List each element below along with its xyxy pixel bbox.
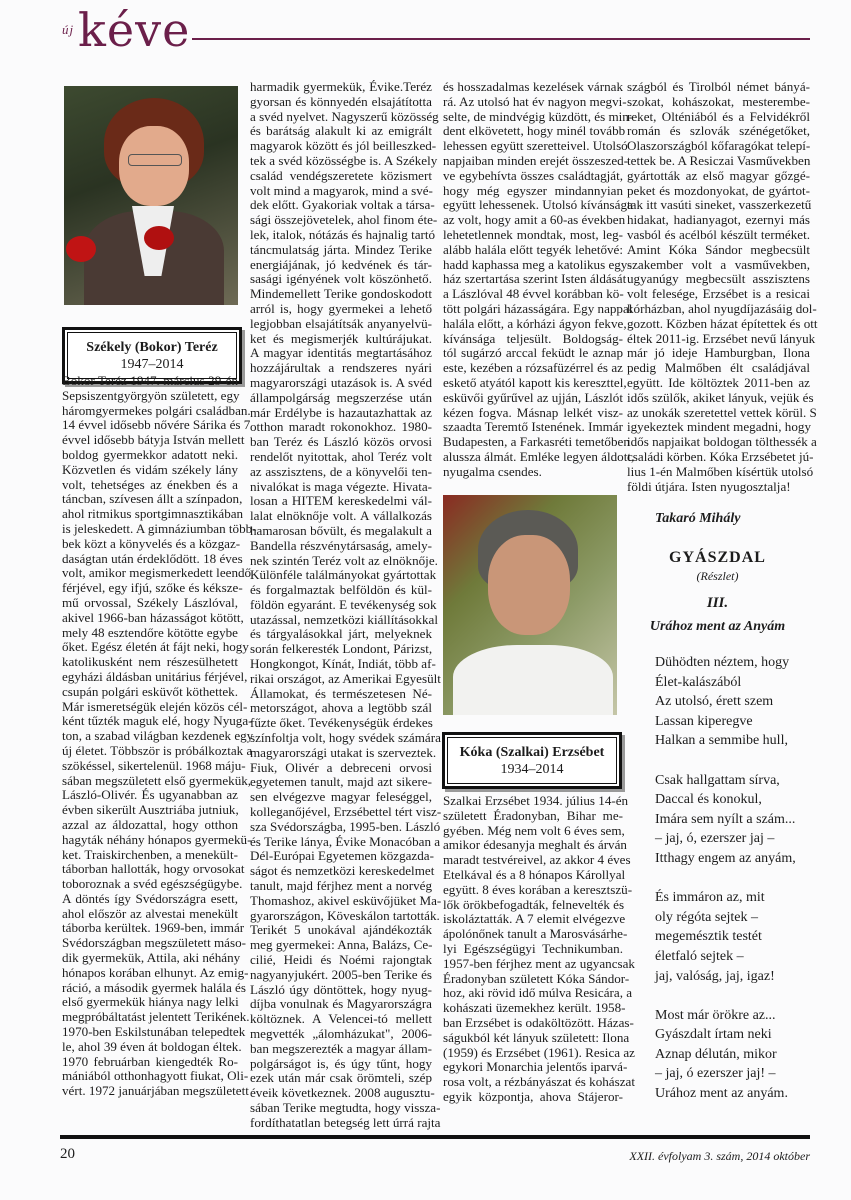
- text-line: Svédországban megszületett máso-: [62, 935, 246, 951]
- text-line: éltek 2011-ig. Erzsébet nevű lányuk: [627, 330, 816, 346]
- text-line: Bandella részvénytársaság, amely-: [250, 537, 432, 553]
- text-line: magyarországi utakat is szerveztek.: [250, 744, 437, 760]
- text-line: nyugalma csendes.: [443, 463, 542, 479]
- text-line: alább halála előtt tegyék lehetővé:: [443, 241, 623, 257]
- text-line: sában megszületett első gyermekük,: [62, 772, 252, 788]
- text-line: családi körben. Kóka Erzsébetet jú-: [627, 448, 814, 464]
- text-line: igyekeztek mindent megadni, hogy: [627, 419, 811, 435]
- text-line: született Éradonyban, Bihar me-: [443, 807, 623, 823]
- poem-line: oly régóta sejtek –: [655, 909, 759, 925]
- text-line: színfoltja volt, hogy svédek számára: [250, 730, 441, 746]
- obituary-caption-box: [442, 732, 622, 789]
- text-line: ház szertartása szerint Isten áldását: [443, 271, 627, 287]
- text-line: azzal az áldozattal, hogy otthon: [62, 816, 238, 832]
- text-line: Közvetlen és vidám székely lány: [62, 461, 238, 477]
- text-line: hamarosan bővült, és megalakult a: [250, 522, 432, 538]
- text-line: gyében. Még nem volt 6 éves sem,: [443, 822, 625, 838]
- text-line: polgárságot is, és úgy tűnt, hogy: [250, 1055, 432, 1071]
- text-line: legjobban elsajátítsák anyanyelvü-: [250, 315, 432, 331]
- text-line: mely 48 esztendőre kötötte egybe: [62, 624, 238, 640]
- text-line: lők örökbefogadták, felnevelték és: [443, 896, 625, 912]
- text-line: dent elkövetett, hogy minél tovább: [443, 123, 626, 139]
- text-line: vért. 1972 januárjában megszületett: [62, 1083, 249, 1099]
- text-line: ban Teréz és László közös orvosi: [250, 434, 432, 450]
- text-line: 1957-ben férjhez ment az ugyancsak: [443, 955, 635, 971]
- deceased-name: Kóka (Szalkai) Erzsébet: [459, 745, 605, 760]
- poem-part-number: III.: [706, 595, 729, 611]
- text-line: hidakat, hadianyagot, ezernyi más: [627, 212, 810, 228]
- text-line: magyarországi utazások is. A svéd: [250, 374, 432, 390]
- text-line: meg gyermekei: Anna, Balázs, Ce-: [250, 937, 433, 953]
- text-line: vasból és acélból készült terméket.: [627, 226, 810, 242]
- text-line: arról is, hogy gyermekei a lehető: [250, 300, 432, 316]
- text-line: sza Svédországba, 1995-ben. László: [250, 818, 441, 834]
- poem-part-title: Urához ment az Anyám: [649, 619, 786, 634]
- text-line: ezek után már csak örömteli, szép: [250, 1070, 432, 1086]
- life-years: 1934–2014: [500, 762, 564, 777]
- poem-title: GYÁSZDAL: [669, 549, 766, 566]
- text-line: rendelőt nyitottak, ahol Teréz volt: [250, 448, 432, 464]
- text-line: akivel 1966-ban házasságot kötött,: [62, 609, 244, 625]
- text-line: tanult, majd férjhez ment a norvég: [250, 878, 432, 894]
- text-line: fordíthatatlan betegség lett úrrá rajta: [250, 1114, 441, 1130]
- poem-line: És immáron az, mit: [655, 890, 765, 906]
- text-line: dek előtt. Gyakoriak voltak a társa-: [250, 197, 435, 213]
- text-line: éveik következnek. 2008 augusztu-: [250, 1085, 435, 1101]
- article-column-4: [627, 79, 818, 494]
- text-line: egyetemen tanult, majd azt sikere-: [250, 774, 432, 790]
- text-line: és barátság alakult ki az emigrált: [250, 123, 432, 139]
- text-line: lehessen együtt szeretteivel. Utolsó: [443, 138, 628, 154]
- poem-line: – jaj, ó ezerszer jaj! –: [655, 1066, 776, 1082]
- text-line: család vendégszeretete közismert: [250, 167, 432, 183]
- poem-line: Urához ment az anyám.: [655, 1086, 788, 1102]
- text-line: Hongkongot, Kínát, Indiát, több af-: [250, 656, 436, 672]
- text-line: román és szlovák szénégetőket,: [627, 123, 810, 139]
- text-line: szakember volt a vasművekben,: [627, 256, 810, 272]
- poem-line: Aznap délután, mikor: [655, 1046, 777, 1062]
- text-line: kórházban, ahol nyugdíjazásáig dol-: [627, 300, 817, 316]
- text-line: napjaiban minden erejét összeszed-: [443, 152, 629, 168]
- text-line: katolikusként nem részesülhetett: [62, 654, 238, 670]
- text-line: rá. Az utolsó hat év nagyon megvi-: [443, 93, 627, 109]
- issue-info: XXII. évfolyam 3. szám, 2014 október: [629, 1149, 810, 1163]
- text-line: Etelkával és a 8 hónapos Károllyal: [443, 866, 626, 882]
- text-line: szokat, kohászokat, mesterembe-: [627, 93, 810, 109]
- text-line: lius 1-én Malmőben kísértük utolsó: [627, 463, 814, 479]
- text-line: táborban hallották, hogy orvosokat: [62, 861, 245, 877]
- text-line: (1959) és Erzsébet (1961). Resica az: [443, 1044, 635, 1060]
- text-line: harmadik gyermekük, Évike.Teréz: [250, 79, 432, 94]
- text-line: őket. Egész életén át fájt neki, hogy: [62, 639, 249, 655]
- text-line: 1970-ben Eskilstunában telepedtek: [62, 1024, 246, 1040]
- text-line: Terikét 5 unokával ajándékozták: [250, 922, 432, 938]
- text-line: rosa volt, a rézbányászat és kohászat: [443, 1074, 635, 1090]
- text-line: otthon maradt rokonokhoz. 1980-: [250, 419, 432, 435]
- text-line: utazással, nemzetközi kiállításokkal: [250, 611, 438, 627]
- text-line: Államokat, és természetesen Né-: [250, 685, 432, 701]
- text-line: ahol először az alvestai menekült: [62, 905, 238, 921]
- deceased-name: Székely (Bokor) Teréz: [86, 340, 218, 355]
- poem-body: [655, 653, 796, 1123]
- poem-author: Takaró Mihály: [655, 511, 741, 526]
- text-line: esküvői gyűrűvel az ujján, Lászlót: [443, 389, 623, 405]
- poem-line: Élet-kalászából: [655, 674, 742, 690]
- text-line: költöznek. A Velencei-tó mellett: [250, 1011, 432, 1027]
- text-line: az unokák szeretettel vettek körül. S: [627, 404, 817, 420]
- text-line: cilié, Heidi és Noémi rajongtak: [250, 952, 432, 968]
- text-line: selte, de mindvégig küzdött, és min-: [443, 108, 634, 124]
- text-line: tak itt vasúti sineket, vasszerkezetű: [627, 197, 812, 213]
- text-line: és Terike lánya, Évike Monacóban a: [250, 833, 441, 849]
- text-line: táborba kerültek. 1969-ben, immár: [62, 920, 245, 936]
- text-line: a svéd nyelvet. Nagyszerű közösség: [250, 108, 439, 124]
- text-line: hónapos korában elhunyt. Az emig-: [62, 964, 249, 980]
- text-line: alussza álmát. Emléke legyen áldott,: [443, 448, 635, 464]
- text-line: ban Erzsébet is odaköltözött. Házas-: [443, 1014, 634, 1030]
- text-line: már Erdélybe is hazautazhattak az: [250, 404, 432, 420]
- text-line: férjével, egy ifjú, szőke és kéksze-: [62, 580, 243, 596]
- text-line: halála előtt, a kórházi ágyon fekve,: [443, 315, 627, 331]
- text-line: földi útjára. Isten nyugosztalja!: [627, 478, 791, 494]
- text-line: ráció, a második gyermek halála és: [62, 979, 246, 995]
- text-line: Thomashoz, akivel esküvőjüket Ma-: [250, 892, 442, 908]
- text-line: együtt. Ide költöztek 2011-ben az: [627, 374, 810, 390]
- text-line: és hosszadalmas kezelések várnak: [443, 79, 623, 94]
- text-line: ahol ritmikus sportgimnasztikában: [62, 506, 244, 522]
- text-line: ve egybehívta összes családtagját,: [443, 167, 623, 183]
- poem-line: Halkan a semmibe hull,: [655, 733, 788, 749]
- text-line: háromgyermekes polgári családban.: [62, 402, 251, 418]
- footer-rule: [60, 1135, 810, 1139]
- text-line: 1970 februárban kiengedték Ro-: [62, 1053, 238, 1069]
- text-line: is jeleskedett. A gimnáziumban több-: [62, 520, 257, 536]
- text-line: kívánsága teljesült. Boldogság-: [443, 330, 623, 346]
- text-line: sában Terike megtudta, hogy vissza-: [250, 1099, 441, 1115]
- text-line: toboroznak a svéd egészségügybe.: [62, 876, 243, 892]
- text-line: ápolónőnek tanult a Marosvásárhe-: [443, 926, 628, 942]
- text-line: lyi Egészségügyi Technikumban.: [443, 940, 623, 956]
- text-line: mű orvossal, Székely Lászlóval,: [62, 594, 238, 610]
- text-line: szökéssel, sikertelenül. 1968 máju-: [62, 757, 246, 773]
- text-line: ban megszerezték a magyar állam-: [250, 1040, 432, 1056]
- text-line: losan a HITEM kereskedelmi vál-: [250, 493, 432, 509]
- poem-line: megemésztik testét: [655, 929, 762, 945]
- text-line: bek közt a könyvelés és a közgaz-: [62, 535, 241, 551]
- text-line: le, ahol 39 éven át boldogan éltek.: [62, 1038, 242, 1054]
- text-line: mániából otthonhagyott fiukat, Oli-: [62, 1068, 249, 1084]
- text-line: maradt testvéreivel, az akkor 4 éves: [443, 852, 631, 868]
- text-line: gozott. Közben házat építettek és ott: [627, 315, 818, 331]
- text-line: lehetetlennek mondtak, most, leg-: [443, 226, 623, 242]
- text-line: táncban, szívesen állt a színpadon,: [62, 491, 243, 507]
- text-line: László úgy döntöttek, hogy nyug-: [250, 981, 432, 997]
- poem-line: Csak hallgattam sírva,: [655, 772, 780, 788]
- text-line: ként tűzték maguk elé, hogy Nyuga-: [62, 713, 253, 729]
- text-line: szaadta Teremtő Istenének. Immár: [443, 419, 623, 435]
- article-column-3-top: [443, 79, 635, 480]
- text-line: hogy még egyszer mindannyian: [443, 182, 623, 198]
- poem-line: Lassan kiperegve: [655, 713, 753, 729]
- page-number: 20: [60, 1146, 75, 1162]
- text-line: földön egyaránt. E tevékenység sok: [250, 596, 437, 612]
- text-line: Mindemellett Terike gondoskodott: [250, 286, 432, 302]
- text-line: reket, Olténiából és a Felvidékről: [627, 108, 810, 124]
- text-line: kolleganőjével, Erzsébettel tért visz-: [250, 804, 442, 820]
- text-line: díjba vonulnak és Magyarországra: [250, 996, 432, 1012]
- text-line: hadd kaphassa meg a katolikus egy-: [443, 256, 632, 272]
- text-line: A döntés így Svédországra esett,: [62, 890, 238, 906]
- text-line: dik gyermekük, Attila, aki néhány: [62, 950, 241, 966]
- poem-line: jaj, valóság, jaj, igaz!: [655, 968, 775, 984]
- poem-stanza: [655, 888, 796, 986]
- text-line: Különféle találmányokat gyártottak: [250, 567, 437, 583]
- text-line: Bokor Teréz 1947. március 29-én: [62, 373, 238, 388]
- text-line: idős napjaikat boldogan tölthessék a: [627, 434, 817, 450]
- article-column-2: [250, 79, 442, 1131]
- text-line: volt mind a magyarok, mind a své-: [250, 182, 433, 198]
- poem-line: Daccal és konokul,: [655, 792, 762, 808]
- text-line: peket és mozdonyokat, de gyártot-: [627, 182, 810, 198]
- text-line: tött polgári házasságára. Egy nappal: [443, 300, 633, 316]
- text-line: kézen fogva. Másnap lelkét visz-: [443, 404, 623, 420]
- text-line: szágból és Tirolból német bányá-: [627, 79, 810, 94]
- text-line: lalat elnöknője volt. A vállalkozás: [250, 508, 432, 524]
- text-line: csupán polgári esküvőt köthettek.: [62, 683, 238, 699]
- text-line: megpróbáltatást jelentett Terikének.: [62, 1009, 250, 1025]
- life-years: 1947–2014: [120, 357, 184, 372]
- text-line: Fiuk, Olivér a debreceni orvosi: [250, 759, 432, 775]
- text-line: hagyták néhány hónapos gyermekü-: [62, 831, 252, 847]
- text-line: Dél-Európai Egyetemen közgazda-: [250, 848, 434, 864]
- text-line: már jó ideje Hamburgban, Ilona: [627, 345, 810, 361]
- text-line: egyik központja, ahova Stájeror-: [443, 1088, 623, 1104]
- article-column-3-bottom: [443, 793, 635, 1105]
- text-line: az asszisztens, de a könyvelői ten-: [250, 463, 432, 479]
- text-line: gyarországon, Köveskálon tartották.: [250, 907, 440, 923]
- text-line: tek a svéd közösségbe is. A Székely: [250, 152, 438, 168]
- text-line: tettek be. A Resiczai Vasművekben: [627, 152, 811, 168]
- text-line: tól sugárzó arccal feküdt le aznap: [443, 345, 623, 361]
- text-line: Sepsiszentgyörgyön született, egy: [62, 387, 240, 403]
- text-line: állampolgárság megszerzése után: [250, 389, 432, 405]
- text-line: évvel idősebb bátyja István mellett: [62, 432, 245, 448]
- text-line: daságtan után érdeklődött. 18 éves: [62, 550, 243, 566]
- text-line: nagyanyjukért. 2005-ben Terike és: [250, 966, 432, 982]
- text-line: rikai országot, az Amerikai Egyesült: [250, 670, 441, 686]
- text-line: ugyanúgy megbecsült asszisztens: [627, 271, 810, 287]
- text-line: fűzte őket. Tevékenységük érdekes: [250, 715, 433, 731]
- text-line: az volt, hogy amit a 60-as években: [443, 212, 626, 228]
- text-line: gyorsan és könnyedén elsajátította: [250, 93, 432, 109]
- text-line: ságot és nemzetközi kereskedelmet: [250, 863, 435, 879]
- text-line: évben sikerült Ausztriába jutniuk,: [62, 802, 239, 818]
- text-line: amikor édesanyja meghalt és árván: [443, 837, 627, 853]
- text-line: iskoláztatták. A 7 elemit elvégezve: [443, 911, 626, 927]
- poem-line: Az utolsó, érett szem: [655, 694, 774, 710]
- poem-line: Most már örökre az...: [655, 1007, 776, 1023]
- text-line: Olaszországból kőfaragókat telepí-: [627, 138, 811, 154]
- text-line: együtt lehessenek. Utolsó kívánsága: [443, 197, 633, 213]
- text-line: sági összejövetelek, ahol finom éte-: [250, 212, 438, 228]
- poem-line: életfaló sejtek –: [655, 948, 744, 964]
- text-line: új életet. Többször is próbálkoztak a: [62, 742, 253, 758]
- text-line: A magyar identitás megtartásához: [250, 345, 432, 361]
- text-line: metországot, ahova a legtöbb szál: [250, 700, 432, 716]
- text-line: sen elvégezve magyar feleséggel,: [250, 789, 432, 805]
- text-line: idős szülők, akiket lányuk, vejük és: [627, 389, 814, 405]
- text-line: pedig Malmőben élt családjával: [627, 360, 810, 376]
- text-line: ket. Traiskirchenben, a menekült-: [62, 846, 238, 862]
- poem-line: Itthagy engem az anyám,: [655, 850, 796, 866]
- poem-stanza: [655, 653, 796, 751]
- poem-line: Imára sem nyílt a szám...: [655, 811, 796, 827]
- portrait-photo-koka-szalkai-erzsebet: [443, 495, 617, 715]
- text-line: egykori Monarchia jelentős iparvá-: [443, 1059, 628, 1075]
- text-line: hozzájárultak a rendszeres nyári: [250, 360, 432, 376]
- text-line: volt, tehetséges az énekben és a: [62, 476, 238, 492]
- text-line: gyártották az első magyar gőzgé-: [627, 167, 810, 183]
- text-line: magyarok között és jól beilleszked-: [250, 138, 437, 154]
- poem-line: Gyászdalt írtam neki: [655, 1027, 772, 1043]
- text-line: ságukból két lányuk született: Ilona: [443, 1029, 630, 1045]
- poem-line: Dühödten néztem, hogy: [655, 655, 790, 670]
- text-line: Már ismeretségük elején közös cél-: [62, 698, 248, 714]
- logo-prefix: új: [62, 22, 75, 37]
- text-line: volt, amikor megismerkedett leendő: [62, 565, 252, 581]
- text-line: hoz, aki rövid idő múlva Resicára, a: [443, 985, 633, 1001]
- magazine-logo: kéve: [78, 3, 191, 57]
- text-line: megvették „álomházukat", 2006-: [250, 1026, 432, 1041]
- text-line: nivalókat is maga végezte. Hivata-: [250, 478, 432, 494]
- text-line: volt felesége, Erzsébet is a resicai: [627, 286, 810, 302]
- text-line: ton, a szabad világban kezdenek egy: [62, 728, 254, 744]
- text-line: Éradonyban született Kóka Sándor-: [443, 970, 630, 986]
- text-line: este, kezében a rózsafüzérrel és az: [443, 360, 623, 376]
- poem-line: – jaj, ó, ezerszer jaj –: [655, 831, 775, 847]
- text-line: és forgalmaztak belföldön és kül-: [250, 582, 432, 598]
- text-line: lek, italok, nótázás és hajnalig tartó: [250, 226, 436, 242]
- poem-stanza: [655, 771, 796, 869]
- text-line: nek szintén Teréz volt az elnöknője.: [250, 552, 438, 568]
- poem-subtitle: (Részlet): [696, 569, 739, 583]
- text-line: László-Olivér. És ugyanabban az: [62, 787, 238, 803]
- text-line: energiájának, jó kedvének és tár-: [250, 256, 432, 272]
- text-line: sasági igényének volt köszönhető.: [250, 271, 432, 287]
- text-line: 14 évvel idősebb nővére Sárika és 7: [62, 417, 251, 433]
- portrait-photo-szekely-bokor-terez: [64, 86, 238, 305]
- text-line: ket és megismerjék kultúrájukat.: [250, 330, 432, 346]
- text-line: Amint Kóka Sándor megbecsült: [627, 241, 810, 257]
- text-line: Budapesten, a Farkasréti temetőben: [443, 434, 630, 450]
- text-line: Szalkai Erzsébet 1934. július 14-én: [443, 793, 629, 808]
- poem-stanza: [655, 1006, 796, 1104]
- text-line: együtt. 8 éves korában a keresztszü-: [443, 881, 633, 897]
- header-rule: [192, 38, 810, 40]
- text-line: boldog gyermekkor adatott neki.: [62, 446, 238, 462]
- text-line: táncmulatság járta. Mindez Terike: [250, 241, 432, 257]
- text-line: első gyermekük hiánya nagy lelki: [62, 994, 239, 1010]
- text-line: és tárgyalásokkal járt, melyeknek: [250, 626, 432, 642]
- text-line: kohászati üzemekhez került. 1958-: [443, 1000, 626, 1016]
- text-line: a Lászlóval 48 évvel korábban kö-: [443, 286, 624, 302]
- text-line: eskető atyától kapott kis kereszttel,: [443, 374, 627, 390]
- article-column-1: [62, 373, 257, 1099]
- text-line: során felkeresték Londont, Párizst,: [250, 641, 433, 657]
- text-line: egyházi áldásban unitárius férjével,: [62, 668, 248, 684]
